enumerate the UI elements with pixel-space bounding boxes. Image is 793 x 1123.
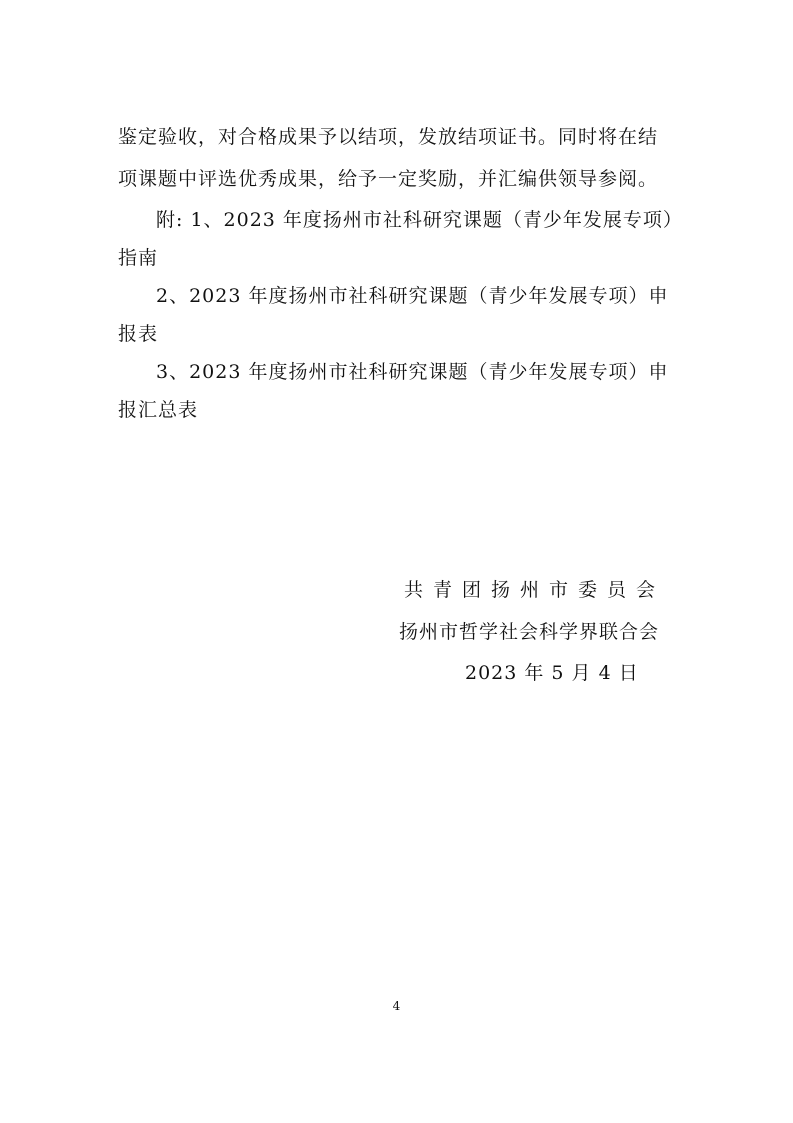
signature-org-1: 共青团扬州市委员会: [404, 579, 666, 601]
body-line-2: 项课题中评选优秀成果，给予一定奖励，并汇编供领导参阅。: [118, 168, 659, 190]
signature-date: 2023 年 5 月 4 日: [465, 662, 639, 684]
body-line-1: 鉴定验收，对合格成果予以结项，发放结项证书。同时将在结: [118, 126, 659, 148]
attachment-1-line-1: 附: 1、2023 年度扬州市社科研究课题（青少年发展专项）: [156, 209, 683, 231]
attachment-2-line-1: 2、2023 年度扬州市社科研究课题（青少年发展专项）申: [156, 285, 669, 307]
attachment-3-line-1: 3、2023 年度扬州市社科研究课题（青少年发展专项）申: [156, 361, 669, 383]
signature-org-2: 扬州市哲学社会科学界联合会: [399, 621, 660, 643]
attachment-3-line-2: 报汇总表: [118, 399, 199, 421]
attachment-1-line-2: 指南: [118, 247, 159, 269]
attachment-2-line-2: 报表: [118, 323, 159, 345]
page-number: 4: [392, 999, 401, 1013]
